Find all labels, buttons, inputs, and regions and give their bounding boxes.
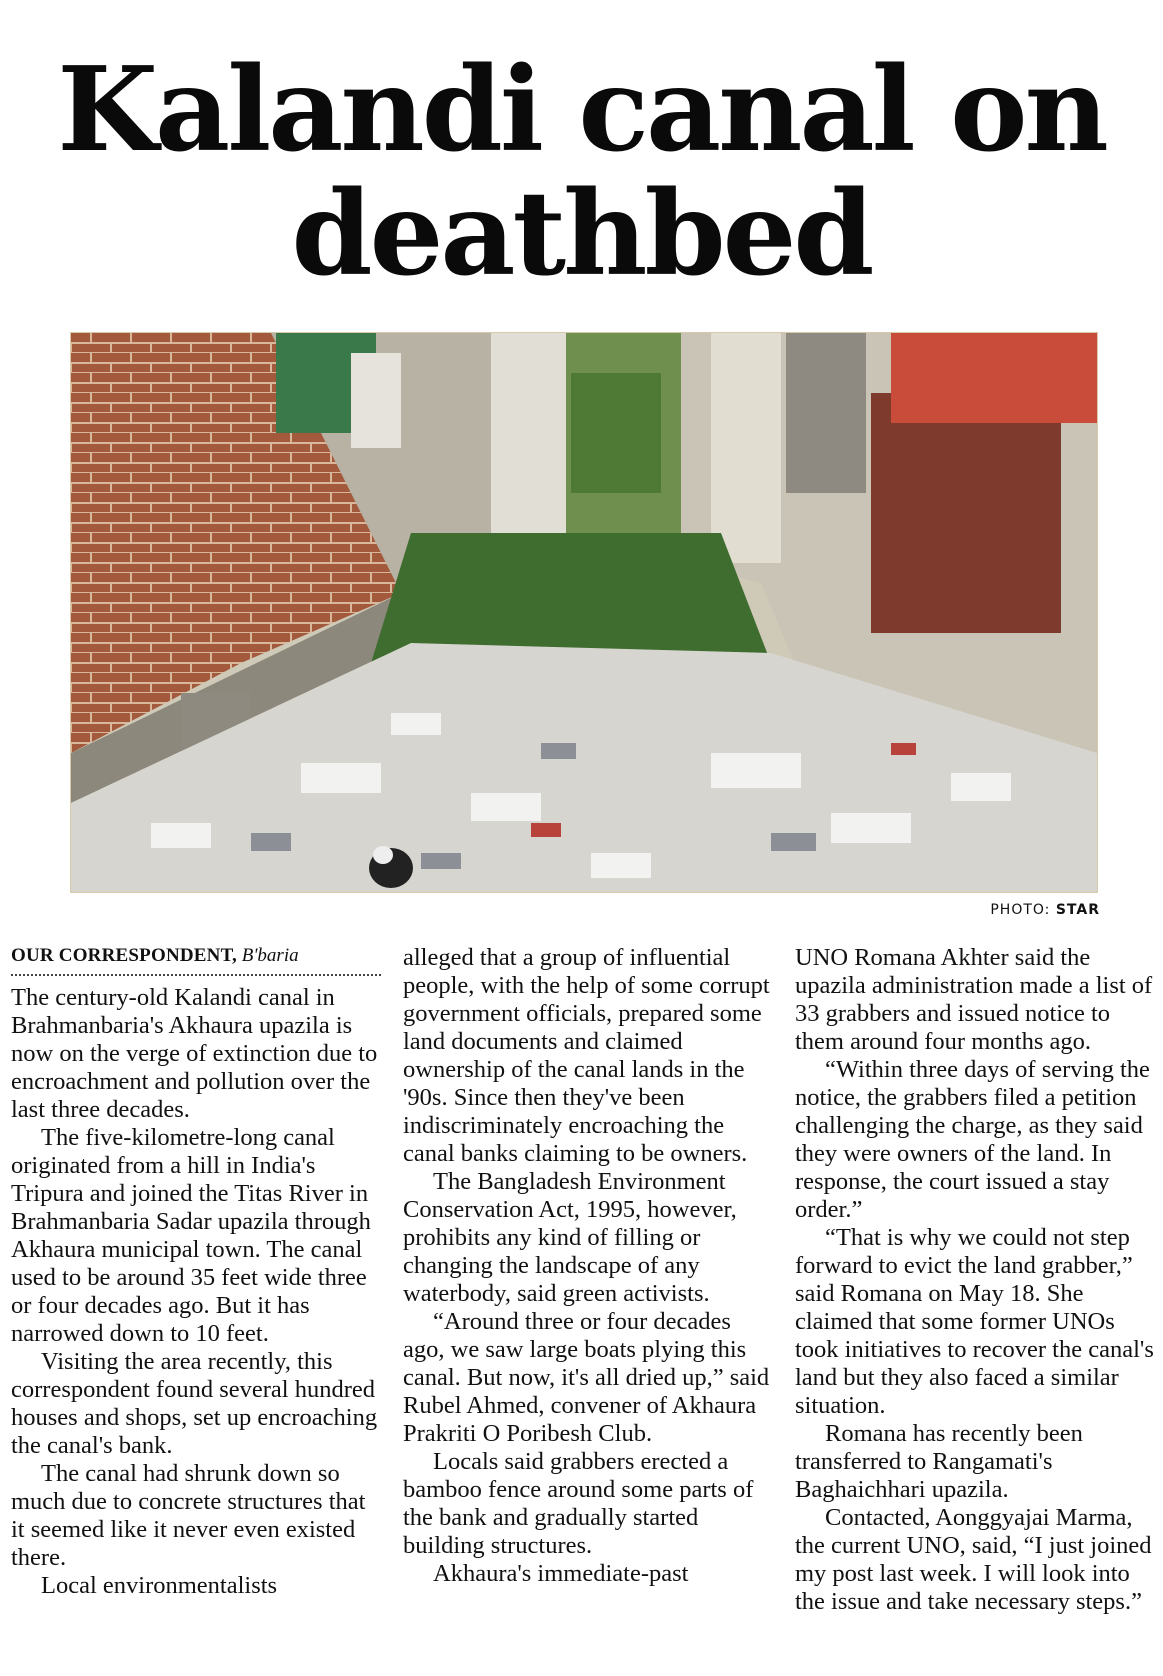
photo-credit xyxy=(990,902,1100,918)
headline-line-1: Kalandi canal on xyxy=(57,42,1106,178)
article-paragraph: UNO Romana Akhter said the upazila administration made a list of 33 grabbers and issued notice to them around four months ago. xyxy=(795,944,1153,1055)
article-paragraph: The canal had shrunk down so much due to concrete structures that it seemed like it never even existed there. xyxy=(11,1460,366,1571)
article-paragraph: “Within three days of serving the notice, the grabbers filed a petition challenging the charge, as they said they were owners of the land. In response, the court issued a stay order.” xyxy=(795,1056,1150,1223)
canal-photo-illustration xyxy=(71,333,1097,892)
article-paragraph: The five-kilometre-long canal originated from a hill in India's Tripura and joined the Titas River in Brahmanbaria Sadar upazila through Akhaura municipal town. The canal used to be around 35 feet wide three or four decades ago. But it has narrowed down to 10 feet. xyxy=(11,1124,371,1347)
article-paragraph: Visiting the area recently, this correspondent found several hundred houses and shops, set up encroaching the canal's bank. xyxy=(11,1348,378,1459)
article-column-3 xyxy=(795,944,1155,1616)
headline-line-2: deathbed xyxy=(291,166,872,302)
byline-place: B'baria xyxy=(241,945,299,966)
article-paragraph: The Bangladesh Environment Conservation Act, 1995, however, prohibits any kind of filling or changing the landscape of any waterbody, said green activists. xyxy=(403,1168,737,1307)
canal-photo xyxy=(70,332,1098,893)
article-paragraph: The century-old Kalandi canal in Brahmanbaria's Akhaura upazila is now on the verge of extinction due to encroachment and pollution over the last three decades. xyxy=(11,984,378,1123)
article-column-2 xyxy=(403,944,773,1588)
article-paragraph: Contacted, Aonggyajai Marma, the current UNO, said, “I just joined my post last week. I will look into the issue and take necessary steps.” xyxy=(795,1504,1152,1615)
headline xyxy=(40,42,1123,302)
article-paragraph: Local environmentalists xyxy=(41,1572,278,1599)
article-paragraph: Romana has recently been transferred to Rangamati's Baghaichhari upazila. xyxy=(795,1420,1083,1503)
photo-credit-source: STAR xyxy=(1055,902,1100,918)
article-paragraph: Locals said grabbers erected a bamboo fence around some parts of the bank and gradually started building structures. xyxy=(403,1448,754,1559)
article-paragraph: Akhaura's immediate-past xyxy=(433,1560,689,1587)
byline-name: OUR CORRESPONDENT, xyxy=(11,945,237,966)
article-paragraph: “That is why we could not step forward to evict the land grabber,” said Romana on May 18. She claimed that some former UNOs took initiatives to recover the canal's land but they also faced a similar situation. xyxy=(795,1224,1154,1419)
article-paragraph: “Around three or four decades ago, we saw large boats plying this canal. But now, it's all dried up,” said Rubel Ahmed, convener of Akhaura Prakriti O Poribesh Club. xyxy=(403,1308,770,1447)
article-paragraph: alleged that a group of influential people, with the help of some corrupt government officials, prepared some land documents and claimed ownership of the canal lands in the '90s. Since then they've been indiscriminately encroaching the canal banks claiming to be owners. xyxy=(403,944,770,1167)
article-column-1 xyxy=(11,944,381,1600)
photo-credit-label: PHOTO: xyxy=(990,902,1051,918)
byline xyxy=(11,944,381,976)
